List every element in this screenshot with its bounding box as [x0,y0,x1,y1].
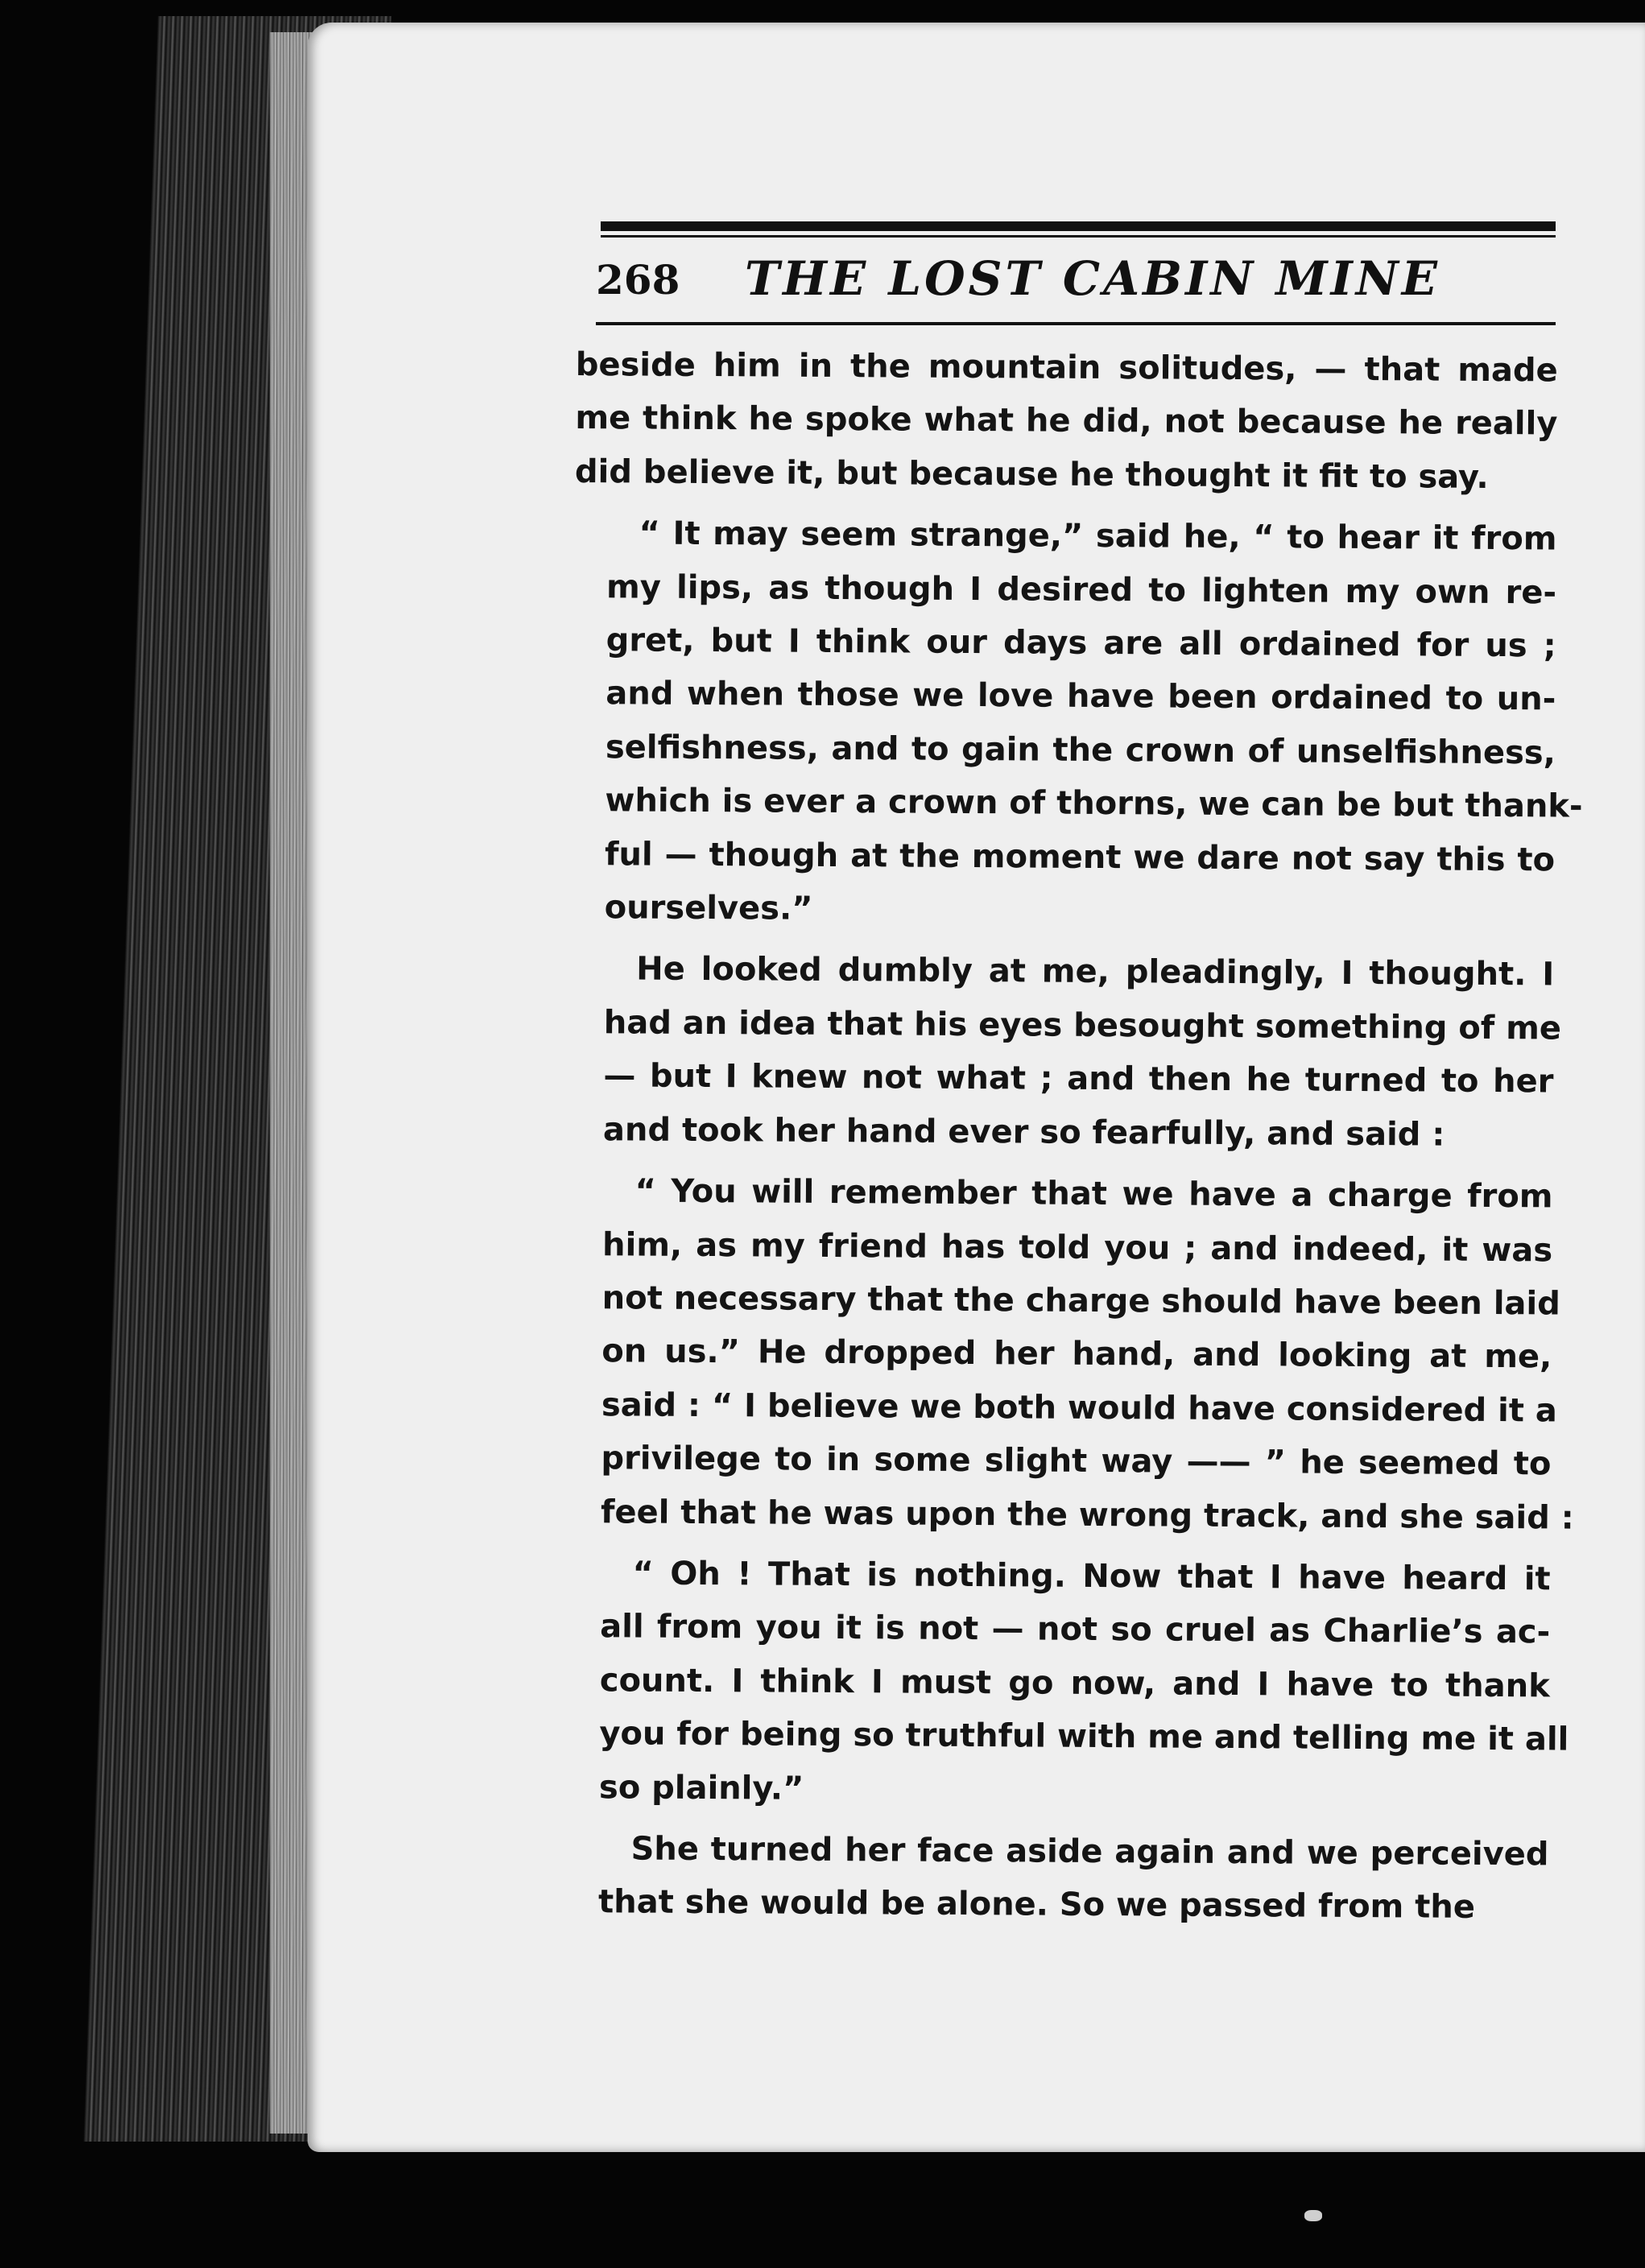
text-line: and when those we love have been ordained to un- [606,675,1556,718]
text-line: ourselves.” [604,889,813,927]
paragraph [567,1547,1569,1820]
text-line: which is ever a crown of thorns, we can be but thank- [605,782,1583,825]
paragraph [571,942,1562,1162]
text-line: you for being so truthful with me and telling me it all [599,1715,1569,1758]
text-line: privilege to in some slight way —— ” he seemed to [601,1440,1552,1483]
text-line: me think he spoke what he did, not because he really [575,399,1558,443]
text-line: beside him in the mountain solitudes, — that made [575,345,1558,390]
header-rule-bottom [596,322,1556,325]
paragraph [572,506,1583,940]
paragraph [568,1164,1574,1544]
text-line: “ Oh ! That is nothing. Now that I have heard it [632,1555,1551,1598]
text-line: ful — though at the moment we dare not say this to [604,835,1556,879]
text-line: gret, but I think our days are all ordained for us ; [606,622,1556,665]
text-line: did believe it, but because he thought it fit to say. [574,452,1489,496]
body-text [566,338,1583,1943]
text-line: him, as my friend has told you ; and indeed, it was [601,1225,1553,1269]
text-line: feel that he was upon the wrong track, and she said : [600,1493,1574,1537]
text-line: said : “ I believe we both would have considered it a [601,1386,1558,1430]
text-line: not necessary that the charge should have been laid [601,1279,1560,1323]
header-rule-thick [601,221,1556,231]
text-line: She turned her face aside again and we perceived [630,1830,1549,1873]
text-line: on us.” He dropped her hand, and looking at me, [601,1332,1552,1376]
text-line: had an idea that his eyes besought something of me [603,1004,1562,1047]
text-line: and took her hand ever so fearfully, and said : [602,1110,1445,1154]
paragraph [575,338,1558,505]
text-line: “ You will remember that we have a charge from [634,1172,1553,1216]
header-rule-thin [601,235,1556,238]
page-header [596,251,1562,316]
text-line: that she would be alone. So we passed from the [597,1883,1476,1927]
paragraph [566,1822,1549,1935]
text-line: so plainly.” [598,1768,804,1807]
text-line: “ It may seem strange,” said he, “ to hear it from [639,514,1557,558]
text-line: — but I knew not what ; and then he turned to her [603,1057,1554,1101]
dust-speck [1304,2210,1322,2221]
text-line: He looked dumbly at me, pleadingly, I thought. I [636,950,1555,994]
text-line: count. I think I must go now, and I have to thank [599,1661,1550,1705]
page-number: 268 [596,256,680,304]
running-title: THE LOST CABIN MINE [745,251,1440,306]
text-line: selfishness, and to gain the crown of unselfishness, [605,729,1556,772]
text-line: all from you it is not — not so cruel as Charlie’s ac- [600,1608,1551,1651]
text-line: my lips, as though I desired to lighten my own re- [606,568,1557,612]
